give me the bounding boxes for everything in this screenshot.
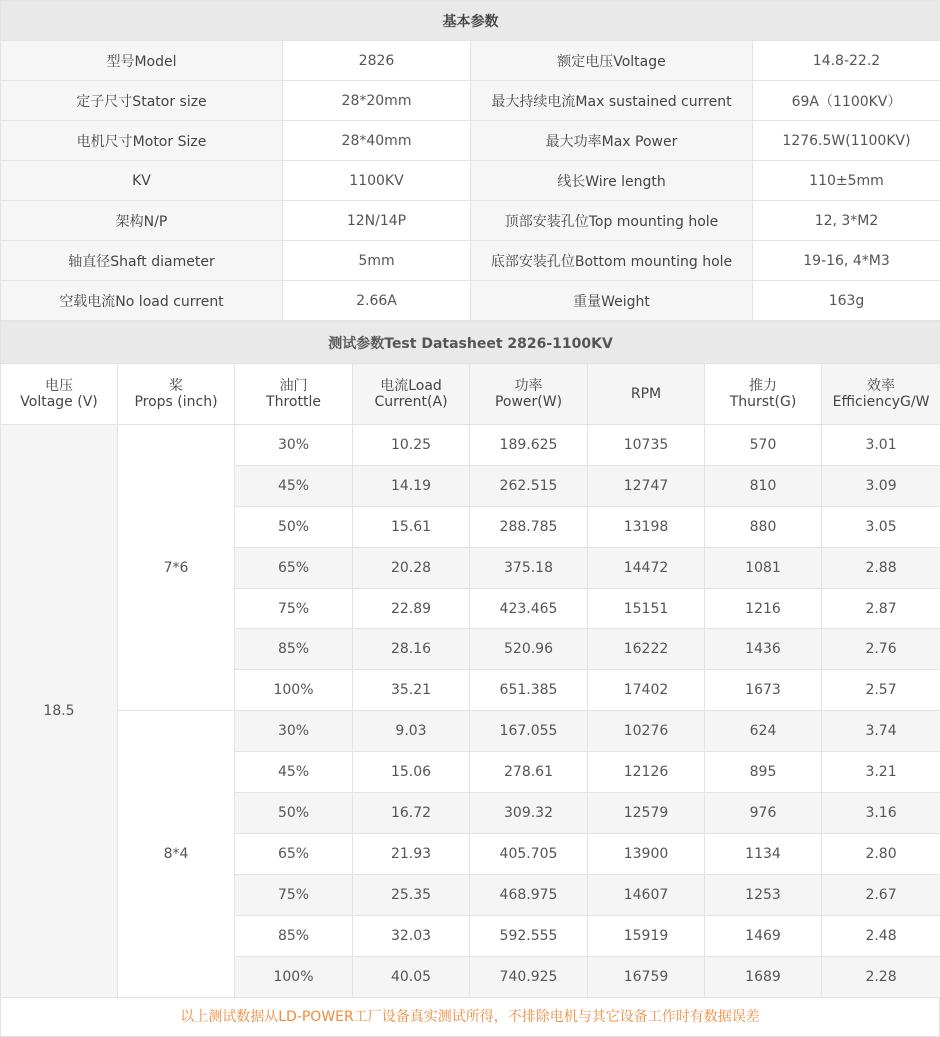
table-cell: 2.28 [822, 957, 940, 998]
column-header-en: Throttle [266, 394, 321, 410]
table-cell: 2.67 [822, 875, 940, 916]
table-cell: 1216 [705, 589, 822, 629]
table-cell: 100% [235, 957, 353, 998]
table-cell: 2.76 [822, 629, 940, 670]
basic-row [1, 161, 940, 201]
table-cell: 1469 [705, 916, 822, 957]
basic-row [1, 241, 940, 281]
table-cell: 1253 [705, 875, 822, 916]
table-cell: 75% [235, 589, 353, 629]
table-cell: 22.89 [353, 589, 470, 629]
table-cell: 25.35 [353, 875, 470, 916]
props-cell: 8*4 [118, 711, 235, 998]
table-cell: 15.61 [353, 507, 470, 548]
table-cell: 423.465 [470, 589, 588, 629]
table-cell: 13900 [588, 834, 705, 875]
param-value: 163g [753, 281, 940, 321]
column-header-en: Voltage (V) [20, 394, 97, 410]
basic-row [1, 41, 940, 81]
param-label: 定子尺寸Stator size [1, 81, 283, 121]
column-header-en: Power(W) [495, 394, 562, 410]
column-header-cn: 效率 [867, 378, 895, 394]
table-cell: 895 [705, 752, 822, 793]
table-cell: 405.705 [470, 834, 588, 875]
param-value: 5mm [283, 241, 471, 281]
table-cell: 1081 [705, 548, 822, 589]
column-header [235, 364, 353, 425]
table-cell: 21.93 [353, 834, 470, 875]
column-header [118, 364, 235, 425]
table-cell: 45% [235, 466, 353, 507]
table-cell: 20.28 [353, 548, 470, 589]
table-cell: 976 [705, 793, 822, 834]
param-label: 额定电压Voltage [471, 41, 753, 81]
table-row [1, 425, 940, 466]
table-cell: 1134 [705, 834, 822, 875]
table-cell: 592.555 [470, 916, 588, 957]
table-cell: 740.925 [470, 957, 588, 998]
column-header-en: Current(A) [374, 394, 447, 410]
param-value: 110±5mm [753, 161, 940, 201]
column-header [822, 364, 940, 425]
param-value: 12N/14P [283, 201, 471, 241]
param-value: 12, 3*M2 [753, 201, 940, 241]
table-cell: 30% [235, 425, 353, 466]
basic-row [1, 201, 940, 241]
table-cell: 100% [235, 670, 353, 711]
table-cell: 167.055 [470, 711, 588, 752]
column-header [470, 364, 588, 425]
basic-row [1, 81, 940, 121]
table-cell: 1689 [705, 957, 822, 998]
param-value: 14.8-22.2 [753, 41, 940, 81]
table-cell: 3.16 [822, 793, 940, 834]
param-label: 电机尺寸Motor Size [1, 121, 283, 161]
voltage-cell: 18.5 [1, 425, 118, 998]
table-cell: 85% [235, 916, 353, 957]
table-cell: 85% [235, 629, 353, 670]
column-header-en: EfficiencyG/W [833, 394, 930, 410]
table-cell: 1673 [705, 670, 822, 711]
basic-params-table [0, 0, 940, 321]
column-header [1, 364, 118, 425]
column-header-cn: RPM [631, 386, 661, 402]
table-cell: 12747 [588, 466, 705, 507]
table-cell: 3.09 [822, 466, 940, 507]
param-label: 空载电流No load current [1, 281, 283, 321]
test-datasheet-table [0, 321, 940, 998]
table-cell: 10735 [588, 425, 705, 466]
column-header [353, 364, 470, 425]
column-header-cn: 电压 [45, 378, 73, 394]
table-cell: 35.21 [353, 670, 470, 711]
table-cell: 624 [705, 711, 822, 752]
table-cell: 189.625 [470, 425, 588, 466]
test-datasheet-title: 测试参数Test Datasheet 2826-1100KV [1, 322, 940, 364]
table-cell: 2.87 [822, 589, 940, 629]
table-cell: 50% [235, 507, 353, 548]
param-label: 最大持续电流Max sustained current [471, 81, 753, 121]
table-cell: 75% [235, 875, 353, 916]
table-cell: 15151 [588, 589, 705, 629]
table-row [1, 711, 940, 752]
table-cell: 880 [705, 507, 822, 548]
param-value: 1100KV [283, 161, 471, 201]
table-cell: 2.48 [822, 916, 940, 957]
table-cell: 14472 [588, 548, 705, 589]
table-cell: 65% [235, 548, 353, 589]
table-cell: 16222 [588, 629, 705, 670]
table-cell: 30% [235, 711, 353, 752]
column-header-cn: 油门 [280, 378, 308, 394]
table-cell: 10276 [588, 711, 705, 752]
column-header-cn: 功率 [515, 378, 543, 394]
table-cell: 278.61 [470, 752, 588, 793]
table-cell: 3.74 [822, 711, 940, 752]
basic-row [1, 281, 940, 321]
param-value: 19-16, 4*M3 [753, 241, 940, 281]
table-cell: 2.88 [822, 548, 940, 589]
column-header-en: Thurst(G) [730, 394, 797, 410]
table-cell: 1436 [705, 629, 822, 670]
table-cell: 3.21 [822, 752, 940, 793]
table-cell: 3.01 [822, 425, 940, 466]
param-label: 最大功率Max Power [471, 121, 753, 161]
param-label: KV [1, 161, 283, 201]
table-cell: 288.785 [470, 507, 588, 548]
table-cell: 262.515 [470, 466, 588, 507]
column-header [588, 364, 705, 425]
param-value: 1276.5W(1100KV) [753, 121, 940, 161]
table-cell: 16.72 [353, 793, 470, 834]
param-value: 2826 [283, 41, 471, 81]
table-cell: 14607 [588, 875, 705, 916]
footnote: 以上测试数据从LD-POWER工厂设备真实测试所得，不排除电机与其它设备工作时有数据误差 [0, 998, 940, 1037]
table-cell: 65% [235, 834, 353, 875]
table-cell: 3.05 [822, 507, 940, 548]
table-cell: 468.975 [470, 875, 588, 916]
table-cell: 45% [235, 752, 353, 793]
table-cell: 14.19 [353, 466, 470, 507]
table-cell: 40.05 [353, 957, 470, 998]
table-cell: 520.96 [470, 629, 588, 670]
column-header-en: Props (inch) [134, 394, 217, 410]
table-cell: 651.385 [470, 670, 588, 711]
param-label: 型号Model [1, 41, 283, 81]
table-cell: 13198 [588, 507, 705, 548]
basic-row [1, 121, 940, 161]
table-cell: 32.03 [353, 916, 470, 957]
table-cell: 17402 [588, 670, 705, 711]
column-header-cn: 桨 [169, 378, 183, 394]
param-label: 线长Wire length [471, 161, 753, 201]
table-cell: 12126 [588, 752, 705, 793]
param-label: 顶部安装孔位Top mounting hole [471, 201, 753, 241]
table-cell: 2.80 [822, 834, 940, 875]
table-cell: 309.32 [470, 793, 588, 834]
table-cell: 50% [235, 793, 353, 834]
table-cell: 375.18 [470, 548, 588, 589]
param-label: 重量Weight [471, 281, 753, 321]
table-cell: 28.16 [353, 629, 470, 670]
column-header [705, 364, 822, 425]
props-cell: 7*6 [118, 425, 235, 711]
table-cell: 2.57 [822, 670, 940, 711]
table-cell: 16759 [588, 957, 705, 998]
param-label: 架构N/P [1, 201, 283, 241]
table-cell: 570 [705, 425, 822, 466]
param-label: 轴直径Shaft diameter [1, 241, 283, 281]
table-cell: 15919 [588, 916, 705, 957]
table-cell: 10.25 [353, 425, 470, 466]
table-cell: 12579 [588, 793, 705, 834]
param-value: 28*20mm [283, 81, 471, 121]
param-value: 28*40mm [283, 121, 471, 161]
table-cell: 15.06 [353, 752, 470, 793]
param-value: 2.66A [283, 281, 471, 321]
basic-params-title: 基本参数 [1, 1, 940, 41]
table-cell: 9.03 [353, 711, 470, 752]
column-header-cn: 推力 [749, 378, 777, 394]
param-value: 69A（1100KV） [753, 81, 940, 121]
column-header-cn: 电流Load [380, 378, 442, 394]
param-label: 底部安装孔位Bottom mounting hole [471, 241, 753, 281]
table-cell: 810 [705, 466, 822, 507]
